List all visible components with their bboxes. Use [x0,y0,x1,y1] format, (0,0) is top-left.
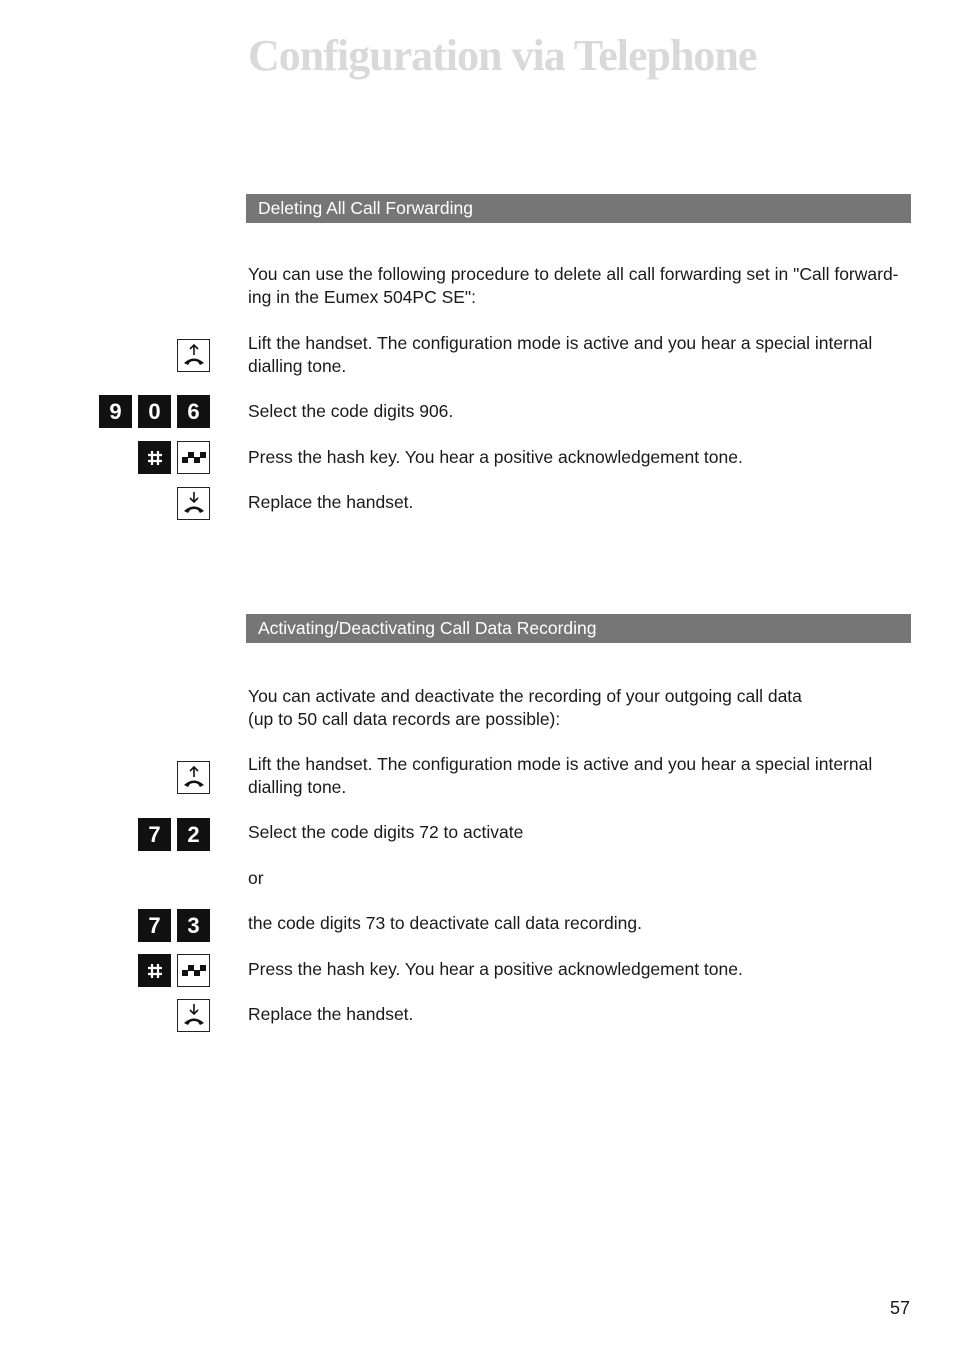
section2-step-activate [248,821,908,844]
section1-intro-line-2: ing in the Eumex 504PC SE": [248,286,477,307]
replace-handset-icon [177,487,210,520]
digit-key-7: 7 [138,818,171,851]
section1-step-code-text: Select the code digits 906. [248,401,454,421]
digit-key-0: 0 [138,395,171,428]
lift-handset-icon [177,339,210,372]
section2-step-lift-line-1: Lift the handset. The configuration mode is active and you hear a special internal [248,754,873,774]
section1-step-replace-text: Replace the handset. [248,492,414,512]
section1-step-hash-text: Press the hash key. You hear a positive acknowledgement tone. [248,447,743,467]
section2-step-replace [248,1003,908,1026]
section1-hash-icon-row [138,441,210,474]
section2-step-deactivate [248,912,908,935]
section1-step-lift-line-1: Lift the handset. The configuration mode is active and you hear a special internal [248,333,873,353]
section2-lift-icon-row [177,761,210,794]
hash-key-icon [138,954,171,987]
replace-handset-icon [177,999,210,1032]
section2-or-text: or [248,868,264,888]
page-title: Configuration via Telephone [248,31,757,80]
section2-step-replace-text: Replace the handset. [248,1004,414,1024]
section1-step-code [248,400,908,423]
acknowledgement-tone-icon [177,954,210,987]
section1-step-replace [248,491,908,514]
section2-step-lift-line-2: dialling tone. [248,776,347,797]
section1-replace-icon-row [177,487,210,520]
section2-replace-icon-row [177,999,210,1032]
section2-intro-line-2: (up to 50 call data records are possible): [248,708,561,729]
section1-intro [248,263,908,308]
section2-step-deactivate-text: the code digits 73 to deactivate call data recording. [248,913,642,933]
section2-or [248,867,908,890]
section2-intro [248,685,908,730]
section-heading-delete-forwarding: Deleting All Call Forwarding [246,194,911,223]
section2-step-lift [248,753,908,798]
acknowledgement-tone-icon [177,441,210,474]
section1-step-lift [248,332,908,377]
hash-key-icon [138,441,171,474]
digit-key-6: 6 [177,395,210,428]
section2-step-activate-text: Select the code digits 72 to activate [248,822,524,842]
digit-key-9: 9 [99,395,132,428]
section-heading-call-data-recording: Activating/Deactivating Call Data Recording [246,614,911,643]
lift-handset-icon [177,761,210,794]
section1-lift-icon-row [177,339,210,372]
section2-intro-line-1: You can activate and deactivate the recording of your outgoing call data [248,686,802,706]
section1-intro-line-1: You can use the following procedure to delete all call forwarding set in "Call forward- [248,264,899,284]
section2-deactivate-keys [138,909,210,942]
section2-step-hash-text: Press the hash key. You hear a positive acknowledgement tone. [248,959,743,979]
section1-step-lift-line-2: dialling tone. [248,355,347,376]
section1-step-hash [248,446,908,469]
section2-activate-keys [138,818,210,851]
digit-key-7: 7 [138,909,171,942]
digit-key-2: 2 [177,818,210,851]
section1-code-keys [99,395,210,428]
digit-key-3: 3 [177,909,210,942]
section2-step-hash [248,958,908,981]
page-number: 57 [890,1298,911,1318]
section2-hash-icon-row [138,954,210,987]
